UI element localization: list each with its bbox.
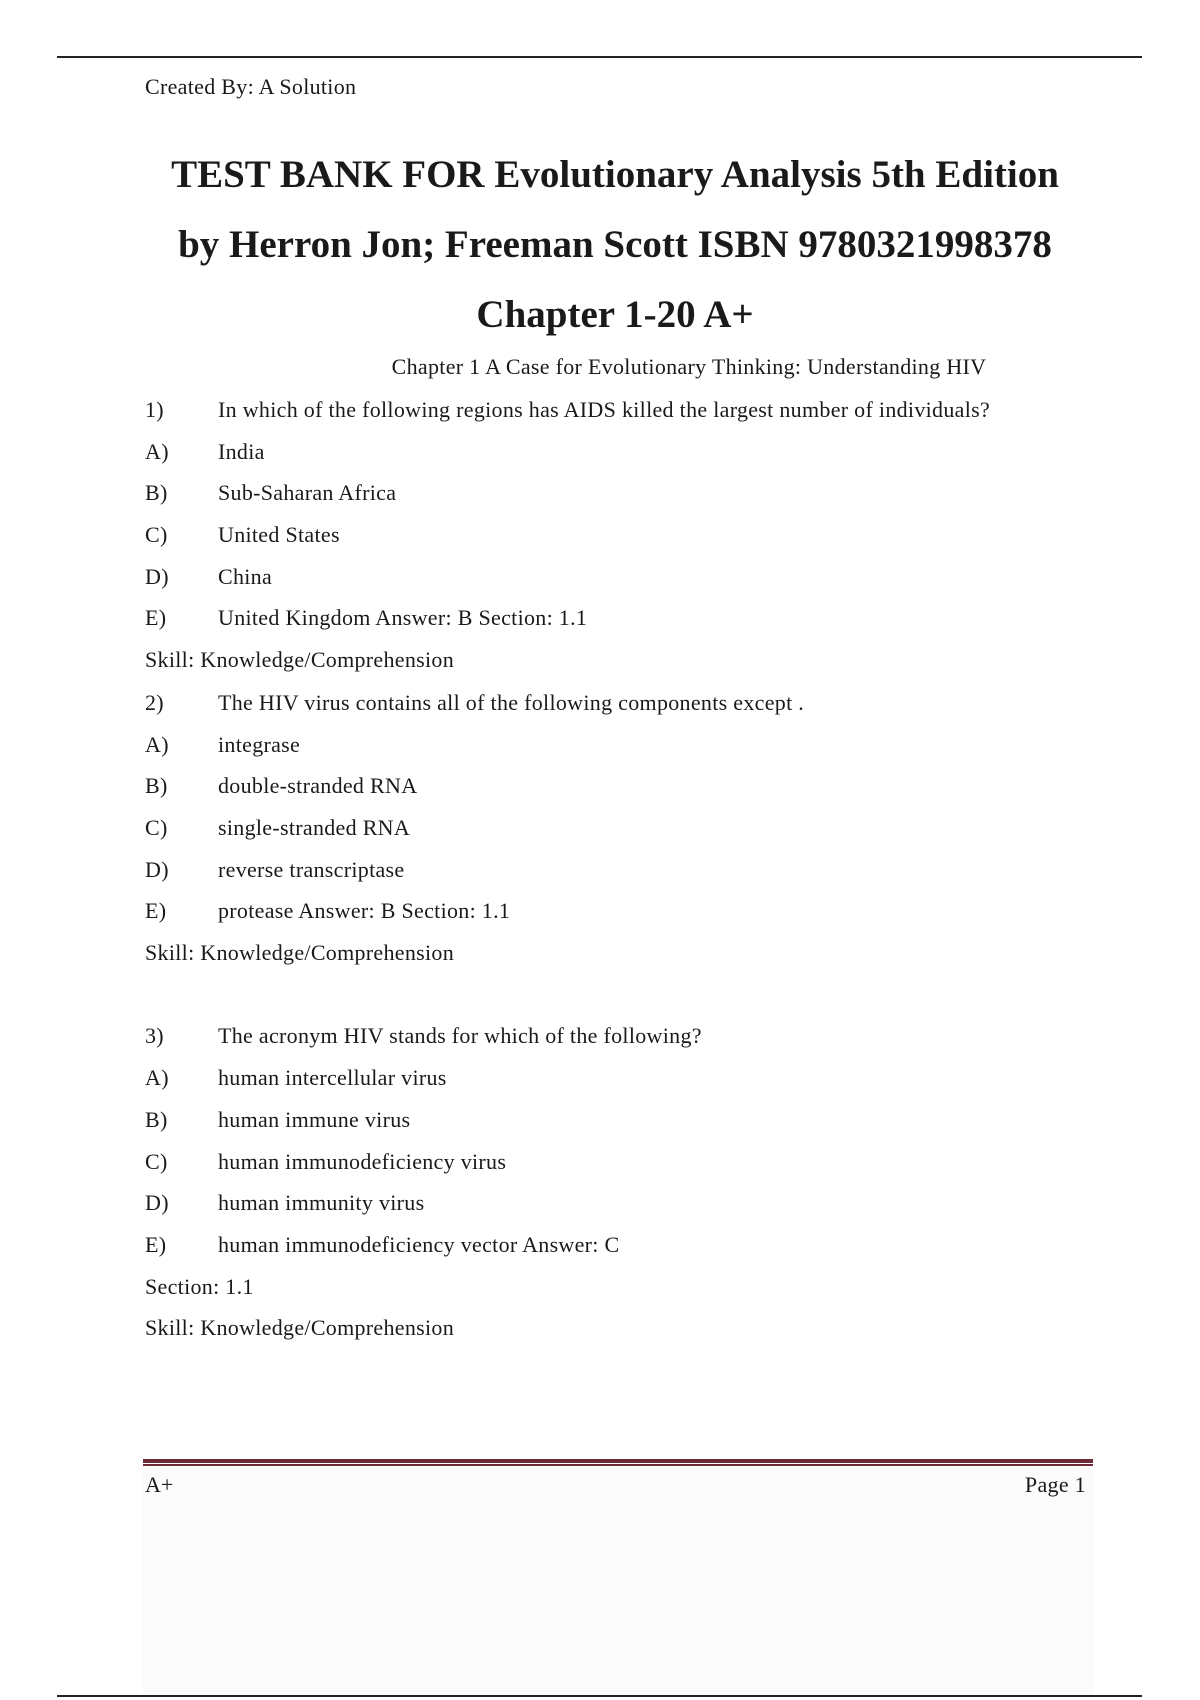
option-1d <box>145 563 272 591</box>
option-label: E) <box>145 1232 167 1257</box>
footer-left-text: A+ <box>145 1472 174 1497</box>
bottom-rule <box>57 1695 1142 1697</box>
option-3e <box>145 1231 620 1259</box>
option-1c <box>145 521 340 549</box>
option-label: D) <box>145 564 169 589</box>
title-line-3: Chapter 1-20 A+ <box>476 293 754 336</box>
question-2 <box>145 689 804 717</box>
question-1 <box>145 396 990 424</box>
option-text: protease Answer: B Section: 1.1 <box>218 898 511 923</box>
document-title <box>100 140 1130 350</box>
option-text: Sub-Saharan Africa <box>218 480 397 505</box>
question-text: The HIV virus contains all of the following components except . <box>218 690 805 715</box>
option-3a <box>145 1064 447 1092</box>
question-text: The acronym HIV stands for which of the following? <box>218 1023 702 1048</box>
skill-1: Skill: Knowledge/Comprehension <box>145 647 455 672</box>
option-2b <box>145 772 417 800</box>
title-line-1: TEST BANK FOR Evolutionary Analysis 5th Edition <box>171 153 1059 196</box>
question-number: 1) <box>145 397 164 422</box>
option-label: C) <box>145 815 168 840</box>
option-label: D) <box>145 857 169 882</box>
option-label: B) <box>145 1107 168 1132</box>
skill-3: Skill: Knowledge/Comprehension <box>145 1315 455 1340</box>
option-label: E) <box>145 898 167 923</box>
option-label: C) <box>145 522 168 547</box>
option-text: double-stranded RNA <box>218 773 418 798</box>
footer-band <box>143 1468 1093 1695</box>
top-rule <box>57 56 1142 58</box>
option-text: India <box>218 439 265 464</box>
created-by: Created By: A Solution <box>145 74 357 99</box>
option-text: human immunodeficiency virus <box>218 1149 507 1174</box>
option-text: single-stranded RNA <box>218 815 411 840</box>
option-1e <box>145 604 587 632</box>
option-label: D) <box>145 1190 169 1215</box>
page-number: Page 1 <box>1024 1472 1086 1497</box>
option-text: human immune virus <box>218 1107 411 1132</box>
option-text: integrase <box>218 732 301 757</box>
option-text: reverse transcriptase <box>218 857 405 882</box>
title-line-2: by Herron Jon; Freeman Scott ISBN 9780321998378 <box>178 223 1052 266</box>
option-text: United Kingdom Answer: B Section: 1.1 <box>218 605 588 630</box>
option-2c <box>145 814 410 842</box>
skill-2: Skill: Knowledge/Comprehension <box>145 940 455 965</box>
option-3c <box>145 1148 506 1176</box>
option-label: A) <box>145 1065 169 1090</box>
option-text: China <box>218 564 273 589</box>
option-label: B) <box>145 480 168 505</box>
question-3 <box>145 1022 702 1050</box>
chapter-heading: Chapter 1 A Case for Evolutionary Thinking: Understanding HIV <box>391 354 987 379</box>
question-text: In which of the following regions has AIDS killed the largest number of individuals? <box>218 397 991 422</box>
question-number: 2) <box>145 690 164 715</box>
option-2d <box>145 856 404 884</box>
option-1b <box>145 479 396 507</box>
option-text: human immunity virus <box>218 1190 425 1215</box>
footer-rule <box>143 1459 1093 1466</box>
option-3b <box>145 1106 410 1134</box>
question-number: 3) <box>145 1023 164 1048</box>
option-3d <box>145 1189 424 1217</box>
option-text: human intercellular virus <box>218 1065 447 1090</box>
option-text: United States <box>218 522 340 547</box>
option-label: E) <box>145 605 167 630</box>
option-label: C) <box>145 1149 168 1174</box>
section-3: Section: 1.1 <box>145 1274 254 1299</box>
option-label: A) <box>145 439 169 464</box>
option-1a <box>145 438 265 466</box>
option-2e <box>145 897 510 925</box>
option-text: human immunodeficiency vector Answer: C <box>218 1232 620 1257</box>
option-2a <box>145 731 300 759</box>
option-label: A) <box>145 732 169 757</box>
option-label: B) <box>145 773 168 798</box>
